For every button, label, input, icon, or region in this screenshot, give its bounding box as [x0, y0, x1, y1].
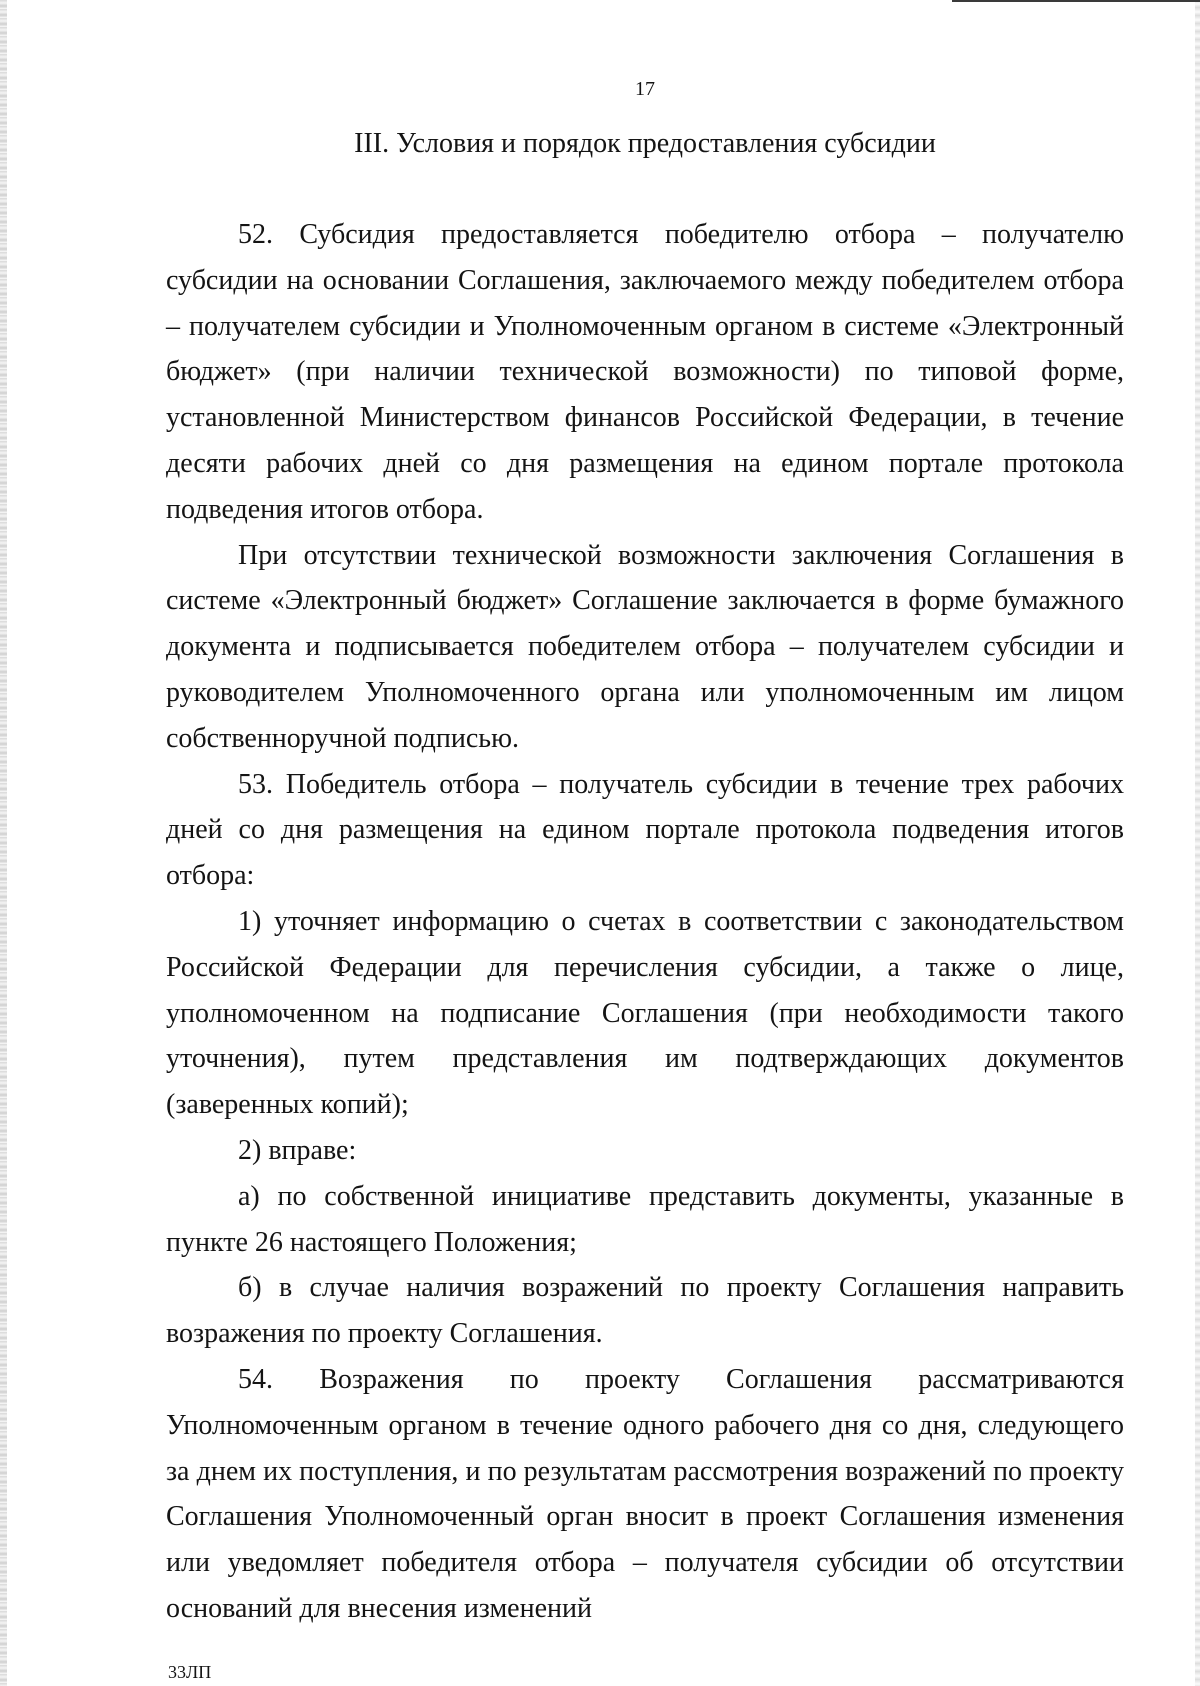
scan-artifact-line: [952, 0, 1200, 2]
section-heading: III. Условия и порядок предоставления субсидии: [354, 128, 936, 159]
paragraph-53-item-2: 2) вправе:: [238, 1134, 357, 1166]
paragraph-52: 52. Субсидия предоставляется победителю отбора – получателю субсидии на основании Соглашения, заключаемого между победителем отбора – получателем субсидии и Уполномоченным органом в системе «Электронный бюджет» (при наличии технической возможности) по типовой форме, установленной Министерством финансов Российской Федерации, в течение десяти рабочих дней со дня размещения на едином портале протокола подведения итогов отбора.: [166, 219, 1124, 525]
paragraph-53-item-2b: б) в случае наличия возражений по проекту Соглашения направить возражения по проекту Соглашения.: [166, 1272, 1124, 1350]
paragraph-53-item-2a: а) по собственной инициативе представить документы, указанные в пункте 26 настоящего Положения;: [166, 1180, 1124, 1258]
page-number: 17: [635, 78, 655, 100]
paragraph-52-continued: При отсутствии технической возможности заключения Соглашения в системе «Электронный бюджет» Соглашение заключается в форме бумажного документа и подписывается победителем отбора – получателем субсидии и руководителем Уполномоченного органа или уполномоченным им лицом собственноручной подписью.: [166, 539, 1124, 754]
document-body: [166, 212, 1124, 1632]
paragraph-53: 53. Победитель отбора – получатель субсидии в течение трех рабочих дней со дня размещения на едином портале протокола подведения итогов отбора:: [166, 768, 1124, 892]
scan-edge-right: [1195, 0, 1200, 1686]
footer-code: 33ЛП: [168, 1662, 212, 1682]
scan-edge-left: [0, 0, 7, 1686]
paragraph-53-item-1: 1) уточняет информацию о счетах в соответствии с законодательством Российской Федерации для перечисления субсидии, а также о лице, уполномоченном на подписание Соглашения (при необходимости такого уточнения), путем представления им подтверждающих документов (заверенных копий);: [166, 905, 1124, 1121]
paragraph-54: 54. Возражения по проекту Соглашения рассматриваются Уполномоченным органом в течение одного рабочего дня со дня, следующего за днем их поступления, и по результатам рассмотрения возражений по проекту Соглашения Уполномоченный орган вносит в проект Соглашения изменения или уведомляет победителя отбора – получателя субсидии об отсутствии оснований для внесения изменений: [166, 1363, 1124, 1624]
